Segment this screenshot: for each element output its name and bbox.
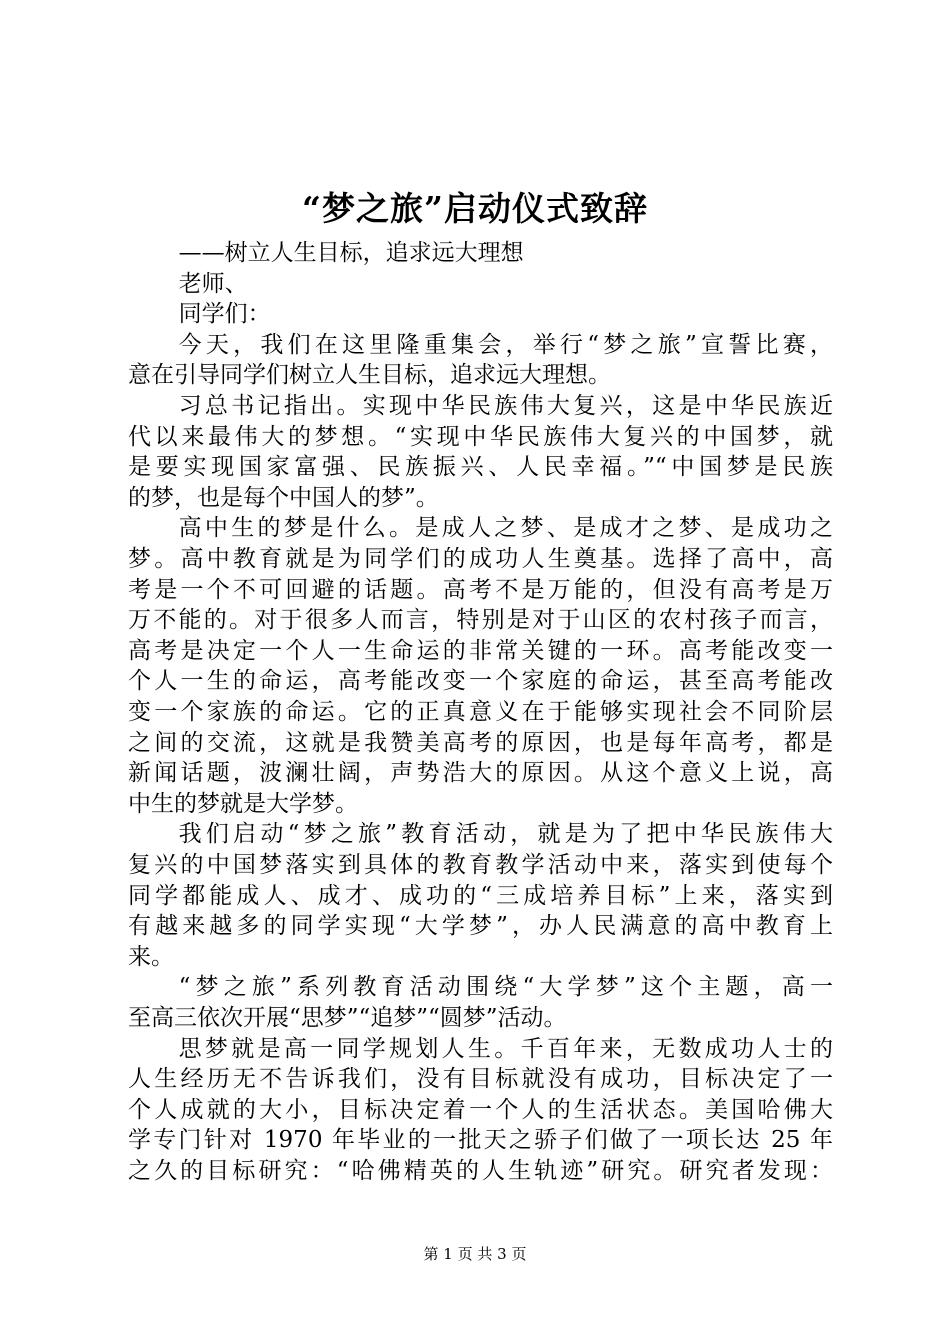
paragraph-line: 同学都能成人、成才、成功的“三成培养目标”上来，落实到	[128, 882, 833, 909]
paragraph-line: 中生的梦就是大学梦。	[128, 790, 358, 817]
paragraph-line: 高中生的梦是什么。是成人之梦、是成才之梦、是成功之	[178, 515, 833, 542]
paragraph-line: 来。	[128, 943, 174, 970]
document-title: “梦之旅”启动仪式致辞	[302, 189, 648, 228]
paragraph-line: 变一个家族的命运。它的正真意义在于能够实现社会不同阶层	[128, 699, 833, 725]
paragraph-line: 思梦就是高一同学规划人生。千百年来，无数成功人士的	[178, 1035, 833, 1062]
paragraph-line: 之间的交流，这就是我赞美高考的原因，也是每年高考，都是	[128, 729, 833, 756]
paragraph-line: ——树立人生目标，追求远大理想	[178, 240, 524, 266]
paragraph-line: 习总书记指出。实现中华民族伟大复兴，这是中华民族近	[178, 393, 833, 419]
paragraph-line: 之久的目标研究：“哈佛精英的人生轨迹”研究。研究者发现：	[128, 1158, 833, 1184]
paragraph-line: 高考是决定一个人一生命运的非常关键的一环。高考能改变一	[128, 637, 833, 664]
paragraph-line: 梦。高中教育就是为同学们的成功人生奠基。选择了高中，高	[128, 546, 833, 572]
paragraph-line: 有越来越多的同学实现“大学梦”，办人民满意的高中教育上	[128, 913, 833, 940]
paragraph-line: 是要实现国家富强、民族振兴、人民幸福。”“中国梦是民族	[128, 454, 833, 481]
paragraph-line: 至高三依次开展“思梦”“追梦”“圆梦”活动。	[128, 1005, 567, 1031]
paragraph-line: 代以来最伟大的梦想。“实现中华民族伟大复兴的中国梦，就	[128, 423, 833, 450]
paragraph-line: 学专门针对 1970 年毕业的一批天之骄子们做了一项长达 25 年	[128, 1127, 833, 1154]
paragraph-line: 考是一个不可回避的话题。高考不是万能的，但没有高考是万	[128, 576, 833, 603]
paragraph-line: 意在引导同学们树立人生目标，追求远大理想。	[128, 362, 611, 389]
paragraph-line: 人生经历无不告诉我们，没有目标就没有成功，目标决定了一	[128, 1066, 833, 1093]
paragraph-line: 今天，我们在这里隆重集会，举行“梦之旅”宣誓比赛，	[178, 331, 833, 358]
paragraph-line: 老师、	[178, 270, 248, 297]
paragraph-line: “梦之旅”系列教育活动围绕“大学梦”这个主题，高一	[178, 974, 833, 1001]
page-footer: 第 1 页 共 3 页	[423, 1245, 527, 1263]
paragraph-line: 的梦，也是每个中国人的梦”。	[128, 484, 439, 511]
paragraph-line: 我们启动“梦之旅”教育活动，就是为了把中华民族伟大	[178, 821, 833, 848]
paragraph-line: 同学们：	[178, 301, 271, 328]
paragraph-line: 新闻话题，波澜壮阔，声势浩大的原因。从这个意义上说，高	[128, 760, 833, 787]
paragraph-line: 万不能的。对于很多人而言，特别是对于山区的农村孩子而言，	[128, 607, 833, 634]
paragraph-line: 个人一生的命运，高考能改变一个家庭的命运，甚至高考能改	[128, 668, 833, 695]
paragraph-line: 复兴的中国梦落实到具体的教育教学活动中来，落实到使每个	[128, 852, 833, 878]
paragraph-line: 个人成就的大小，目标决定着一个人的生活状态。美国哈佛大	[128, 1096, 833, 1123]
